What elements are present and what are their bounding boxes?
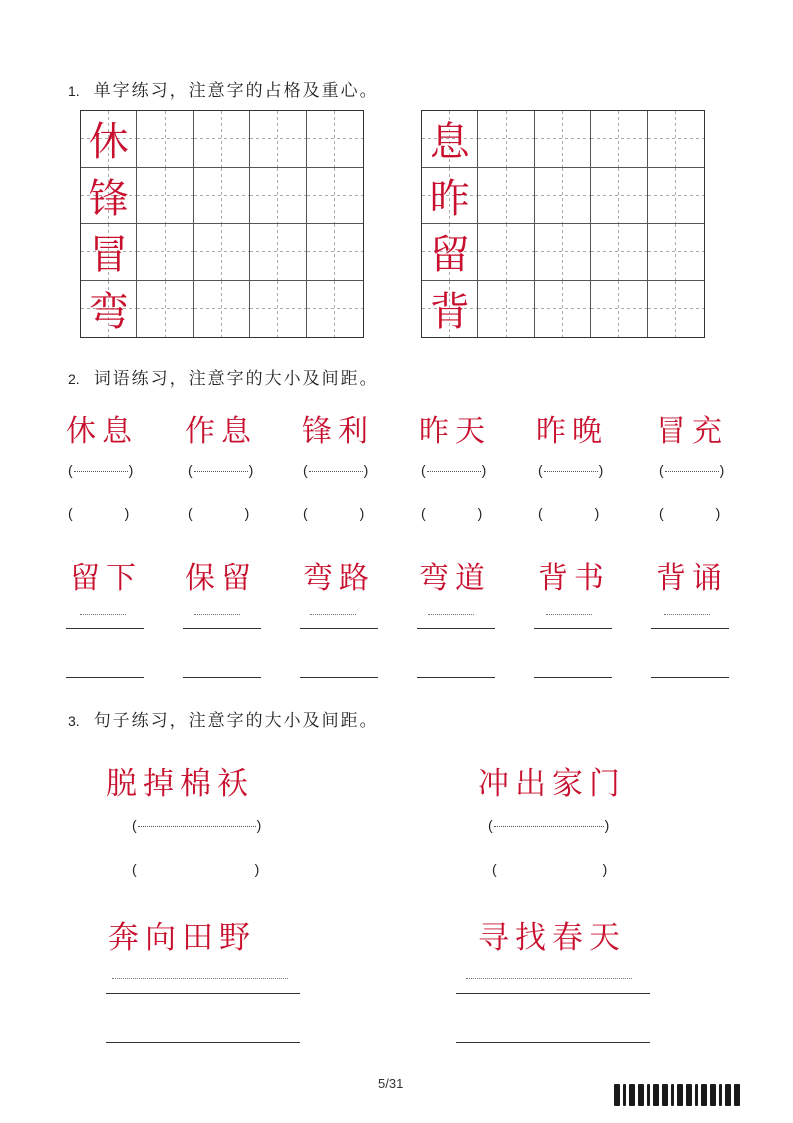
practice-word: 冒充 [656,414,728,449]
character-grid-left [80,110,364,338]
writing-line[interactable] [66,677,144,678]
pinyin-blank[interactable] [538,462,603,478]
answer-blank[interactable] [132,861,259,877]
grid-cell [535,224,591,281]
grid-cell [137,168,193,225]
grid-cell [478,111,534,168]
dotted-guide-line [310,614,356,615]
model-character: 息 [429,119,470,166]
model-character: 休 [88,119,129,166]
grid-cell [137,224,193,281]
section-3-title [68,706,379,731]
answer-blank[interactable] [68,505,129,521]
writing-line[interactable] [183,628,261,629]
writing-line[interactable] [106,1042,300,1043]
dotted-guide-line [466,978,632,979]
open-paren: ( [303,462,308,478]
close-paren: ) [359,505,365,521]
writing-line[interactable] [534,677,612,678]
open-paren: ( [421,505,426,521]
close-paren: ) [256,817,262,833]
open-paren: ( [188,462,193,478]
grid-cell [307,281,363,338]
pinyin-blank[interactable] [188,462,253,478]
close-paren: ) [604,817,610,833]
practice-word: 锋利 [302,414,374,449]
open-paren: ( [488,817,493,833]
answer-blank[interactable] [659,505,720,521]
page-number: 5/31 [378,1076,404,1091]
writing-line[interactable] [534,628,612,629]
open-paren: ( [659,505,664,521]
section-text: 单字练习，注意字的占格及重心。 [93,81,379,101]
close-paren: ) [715,505,721,521]
grid-cell [307,168,363,225]
section-text: 词语练习，注意字的大小及间距。 [93,369,379,389]
dotted-guide-line [112,978,288,979]
close-paren: ) [598,462,604,478]
close-paren: ) [254,861,260,877]
writing-line[interactable] [417,628,495,629]
dotted-guide-line [546,614,592,615]
grid-cell-model [422,168,478,225]
writing-line[interactable] [66,628,144,629]
practice-word: 弯道 [419,561,491,596]
open-paren: ( [659,462,664,478]
open-paren: ( [132,861,137,877]
pinyin-blank[interactable] [303,462,368,478]
character-grid-right [421,110,705,338]
open-paren: ( [303,505,308,521]
open-paren: ( [68,462,73,478]
answer-blank[interactable] [538,505,599,521]
section-number: 2. [68,371,80,387]
grid-cell-model [81,224,137,281]
close-paren: ) [248,462,254,478]
grid-cell [250,281,306,338]
practice-word: 弯路 [303,561,375,596]
grid-cell [648,111,704,168]
grid-cell [307,224,363,281]
writing-line[interactable] [183,677,261,678]
section-1-title [68,76,379,101]
close-paren: ) [594,505,600,521]
dotted-guide-line [80,614,126,615]
grid-cell [535,111,591,168]
model-character: 冒 [88,232,129,279]
grid-cell-model [81,281,137,338]
writing-line[interactable] [651,677,729,678]
grid-cell [591,168,647,225]
practice-sentence: 脱掉棉袄 [106,766,254,802]
grid-cell [478,224,534,281]
writing-line[interactable] [300,628,378,629]
grid-cell [307,111,363,168]
pinyin-blank[interactable] [659,462,724,478]
model-character: 弯 [88,289,129,336]
practice-sentence: 寻找春天 [478,920,626,956]
close-paren: ) [719,462,725,478]
answer-blank[interactable] [303,505,364,521]
grid-cell [535,168,591,225]
watermark-logo [614,1082,774,1108]
writing-line[interactable] [300,677,378,678]
grid-cell [194,168,250,225]
grid-cell [194,224,250,281]
practice-word: 昨晚 [536,414,608,449]
grid-cell [535,281,591,338]
grid-cell [591,281,647,338]
close-paren: ) [481,462,487,478]
writing-line[interactable] [456,993,650,994]
grid-cell [648,168,704,225]
close-paren: ) [128,462,134,478]
grid-cell [194,281,250,338]
pinyin-blank[interactable] [132,817,261,833]
close-paren: ) [602,861,608,877]
writing-line[interactable] [417,677,495,678]
open-paren: ( [538,505,543,521]
writing-line[interactable] [651,628,729,629]
grid-cell-model [422,224,478,281]
section-number: 1. [68,83,80,99]
open-paren: ( [188,505,193,521]
grid-cell-model [81,111,137,168]
grid-cell-model [422,111,478,168]
grid-cell [250,111,306,168]
model-character: 昨 [429,175,470,222]
section-2-title [68,364,379,389]
close-paren: ) [244,505,250,521]
open-paren: ( [421,462,426,478]
pinyin-blank[interactable] [68,462,133,478]
open-paren: ( [132,817,137,833]
grid-cell [250,224,306,281]
practice-sentence: 奔向田野 [108,920,256,956]
pinyin-blank[interactable] [421,462,486,478]
practice-word: 休息 [66,414,138,449]
grid-cell-model [81,168,137,225]
grid-cell-model [422,281,478,338]
practice-word: 作息 [185,414,257,449]
practice-word: 昨天 [419,414,491,449]
grid-cell [591,111,647,168]
open-paren: ( [68,505,73,521]
grid-cell [137,111,193,168]
grid-cell [648,281,704,338]
grid-cell [194,111,250,168]
open-paren: ( [492,861,497,877]
close-paren: ) [363,462,369,478]
grid-cell [478,168,534,225]
close-paren: ) [477,505,483,521]
practice-word: 保留 [185,561,257,596]
pinyin-blank[interactable] [488,817,609,833]
answer-blank[interactable] [188,505,249,521]
answer-blank[interactable] [492,861,607,877]
writing-line[interactable] [106,993,300,994]
practice-word: 留下 [70,561,142,596]
grid-cell [648,224,704,281]
model-character: 留 [429,232,470,279]
grid-cell [137,281,193,338]
writing-line[interactable] [456,1042,650,1043]
model-character: 背 [429,289,470,336]
grid-cell [591,224,647,281]
section-text: 句子练习，注意字的大小及间距。 [93,711,379,731]
dotted-guide-line [194,614,240,615]
practice-word: 背诵 [656,561,728,596]
dotted-guide-line [428,614,474,615]
answer-blank[interactable] [421,505,482,521]
practice-sentence: 冲出家门 [478,766,626,802]
dotted-guide-line [664,614,710,615]
close-paren: ) [124,505,130,521]
practice-word: 背书 [538,561,610,596]
model-character: 锋 [88,175,129,222]
grid-cell [478,281,534,338]
grid-cell [250,168,306,225]
open-paren: ( [538,462,543,478]
section-number: 3. [68,713,80,729]
